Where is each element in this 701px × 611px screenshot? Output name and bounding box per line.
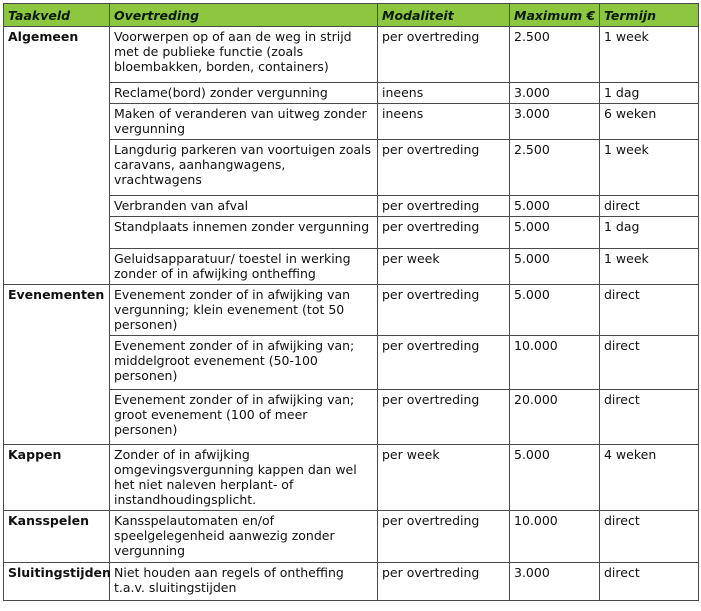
- modaliteit-cell: per overtreding: [378, 217, 510, 249]
- modaliteit-cell: per overtreding: [378, 336, 510, 390]
- termijn-cell: direct: [600, 511, 699, 563]
- modaliteit-cell: per overtreding: [378, 27, 510, 83]
- termijn-cell: 4 weken: [600, 445, 699, 511]
- handhaving-table: [3, 3, 699, 601]
- modaliteit-cell: ineens: [378, 104, 510, 140]
- table-body: [4, 27, 699, 601]
- taakveld-cell: Kansspelen: [4, 511, 110, 563]
- table-row: [4, 511, 699, 563]
- maximum-cell: 2.500: [510, 27, 600, 83]
- maximum-cell: 5.000: [510, 217, 600, 249]
- overtreding-cell: Voorwerpen op of aan de weg in strijd met de publieke functie (zoals bloembakken, borden, containers): [110, 27, 378, 83]
- overtreding-cell: Reclame(bord) zonder vergunning: [110, 83, 378, 104]
- overtreding-cell: Kansspelautomaten en/of speelgelegenheid aanwezig zonder vergunning: [110, 511, 378, 563]
- termijn-cell: 1 week: [600, 249, 699, 285]
- overtreding-cell: Maken of veranderen van uitweg zonder vergunning: [110, 104, 378, 140]
- modaliteit-cell: per overtreding: [378, 511, 510, 563]
- maximum-cell: 3.000: [510, 83, 600, 104]
- maximum-cell: 5.000: [510, 285, 600, 336]
- maximum-cell: 2.500: [510, 140, 600, 196]
- overtreding-cell: Zonder of in afwijking omgevingsvergunning kappen dan wel het niet naleven herplant- of instandhoudingsplicht.: [110, 445, 378, 511]
- header-termijn: Termijn: [600, 4, 699, 27]
- table-row: [4, 285, 699, 336]
- maximum-cell: 3.000: [510, 563, 600, 601]
- overtreding-cell: Evenement zonder of in afwijking van vergunning; klein evenement (tot 50 personen): [110, 285, 378, 336]
- header-overtreding: Overtreding: [110, 4, 378, 27]
- maximum-cell: 3.000: [510, 104, 600, 140]
- modaliteit-cell: ineens: [378, 83, 510, 104]
- termijn-cell: 1 week: [600, 27, 699, 83]
- modaliteit-cell: per overtreding: [378, 196, 510, 217]
- termijn-cell: 1 week: [600, 140, 699, 196]
- overtreding-cell: Evenement zonder of in afwijking van; groot evenement (100 of meer personen): [110, 390, 378, 445]
- overtreding-cell: Geluidsapparatuur/ toestel in werking zonder of in afwijking ontheffing: [110, 249, 378, 285]
- header-taakveld: Taakveld: [4, 4, 110, 27]
- taakveld-cell: Algemeen: [4, 27, 110, 285]
- table-row: [4, 445, 699, 511]
- maximum-cell: 10.000: [510, 511, 600, 563]
- taakveld-cell: Sluitingstijden: [4, 563, 110, 601]
- overtreding-cell: Verbranden van afval: [110, 196, 378, 217]
- overtreding-cell: Niet houden aan regels of ontheffing t.a.v. sluitingstijden: [110, 563, 378, 601]
- termijn-cell: direct: [600, 336, 699, 390]
- maximum-cell: 10.000: [510, 336, 600, 390]
- modaliteit-cell: per week: [378, 249, 510, 285]
- maximum-cell: 5.000: [510, 445, 600, 511]
- overtreding-cell: Standplaats innemen zonder vergunning: [110, 217, 378, 249]
- modaliteit-cell: per week: [378, 445, 510, 511]
- table-row: [4, 563, 699, 601]
- modaliteit-cell: per overtreding: [378, 563, 510, 601]
- taakveld-cell: Kappen: [4, 445, 110, 511]
- termijn-cell: 1 dag: [600, 217, 699, 249]
- modaliteit-cell: per overtreding: [378, 390, 510, 445]
- maximum-cell: 5.000: [510, 249, 600, 285]
- taakveld-cell: Evenementen: [4, 285, 110, 445]
- termijn-cell: 6 weken: [600, 104, 699, 140]
- overtreding-cell: Evenement zonder of in afwijking van; middelgroot evenement (50-100 personen): [110, 336, 378, 390]
- termijn-cell: direct: [600, 390, 699, 445]
- header-modaliteit: Modaliteit: [378, 4, 510, 27]
- maximum-cell: 20.000: [510, 390, 600, 445]
- termijn-cell: direct: [600, 285, 699, 336]
- termijn-cell: direct: [600, 563, 699, 601]
- modaliteit-cell: per overtreding: [378, 285, 510, 336]
- termijn-cell: 1 dag: [600, 83, 699, 104]
- modaliteit-cell: per overtreding: [378, 140, 510, 196]
- overtreding-cell: Langdurig parkeren van voortuigen zoals caravans, aanhangwagens, vrachtwagens: [110, 140, 378, 196]
- termijn-cell: direct: [600, 196, 699, 217]
- maximum-cell: 5.000: [510, 196, 600, 217]
- header-row: [4, 4, 699, 27]
- header-maximum: Maximum €: [510, 4, 600, 27]
- table-row: [4, 27, 699, 83]
